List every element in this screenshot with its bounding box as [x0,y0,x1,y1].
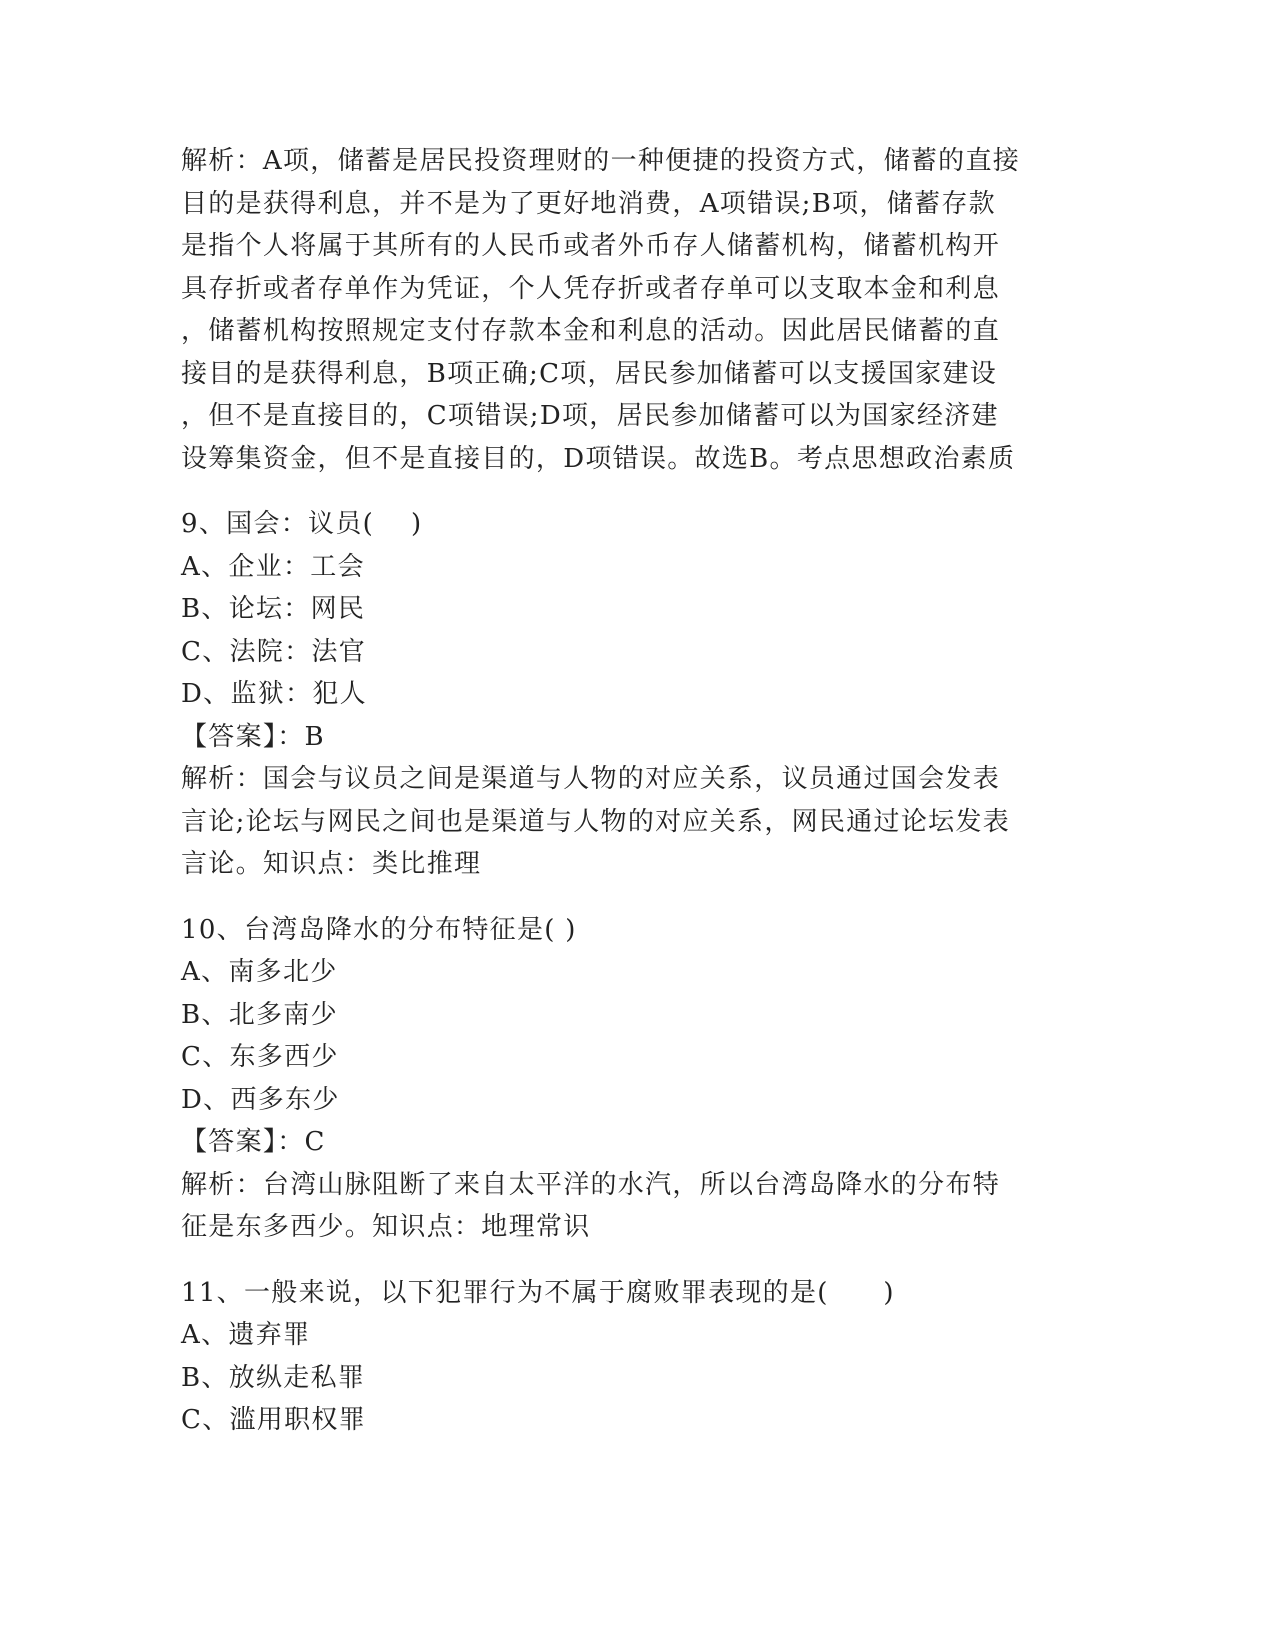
option-b: B、论坛：网民 [181,594,366,624]
explanation-line: 解析：国会与议员之间是渠道与人物的对应关系，议员通过国会发表 [181,764,1001,794]
answer-label: 【答案】：C [181,1127,326,1157]
document-page [181,140,1041,1442]
option-c: C、东多西少 [181,1042,339,1072]
explanation-line: ，但不是直接目的，C项错误;D项，居民参加储蓄可以为国家经济建 [181,401,999,431]
explanation-line: 言论;论坛与网民之间也是渠道与人物的对应关系，网民通过论坛发表 [181,806,1011,837]
explanation-line: 言论。知识点：类比推理 [181,849,482,879]
explanation-line: 目的是获得利息，并不是为了更好地消费，A项错误;B项，储蓄存款 [181,188,996,219]
previous-explanation [181,140,1041,480]
option-c: C、滥用职权罪 [181,1405,366,1435]
option-c: C、法院：法官 [181,636,366,667]
option-b: B、放纵走私罪 [181,1362,366,1393]
question-11 [181,1272,1041,1442]
answer-label: 【答案】：B [181,721,325,752]
option-b: B、北多南少 [181,999,338,1030]
explanation-line: 解析：台湾山脉阻断了来自太平洋的水汽，所以台湾岛降水的分布特 [181,1169,1001,1200]
question-9 [181,503,1041,886]
question-stem: 9、国会：议员( ) [181,509,423,539]
option-d: D、监狱：犯人 [181,679,367,709]
explanation-line: 征是东多西少。知识点：地理常识 [181,1212,591,1242]
explanation-line: 解析：A项，储蓄是居民投资理财的一种便捷的投资方式，储蓄的直接 [181,146,1021,176]
option-a: A、南多北少 [181,957,338,987]
question-stem: 10、台湾岛降水的分布特征是( ) [181,914,577,945]
explanation-line: 具存折或者存单作为凭证，个人凭存折或者存单可以支取本金和利息 [181,273,1001,304]
option-a: A、遗弃罪 [181,1320,311,1350]
explanation-line: ，储蓄机构按照规定支付存款本金和利息的活动。因此居民储蓄的直 [181,316,1001,346]
question-stem: 11、一般来说，以下犯罪行为不属于腐败罪表现的是( ) [181,1277,895,1308]
option-a: A、企业：工会 [181,551,365,582]
explanation-line: 是指个人将属于其所有的人民币或者外币存人储蓄机构，储蓄机构开 [181,231,1001,261]
explanation-line: 设筹集资金，但不是直接目的，D项错误。故选B。考点思想政治素质 [181,443,1016,474]
explanation-line: 接目的是获得利息，B项正确;C项，居民参加储蓄可以支援国家建设 [181,358,998,389]
question-10 [181,909,1041,1249]
option-d: D、西多东少 [181,1084,340,1115]
